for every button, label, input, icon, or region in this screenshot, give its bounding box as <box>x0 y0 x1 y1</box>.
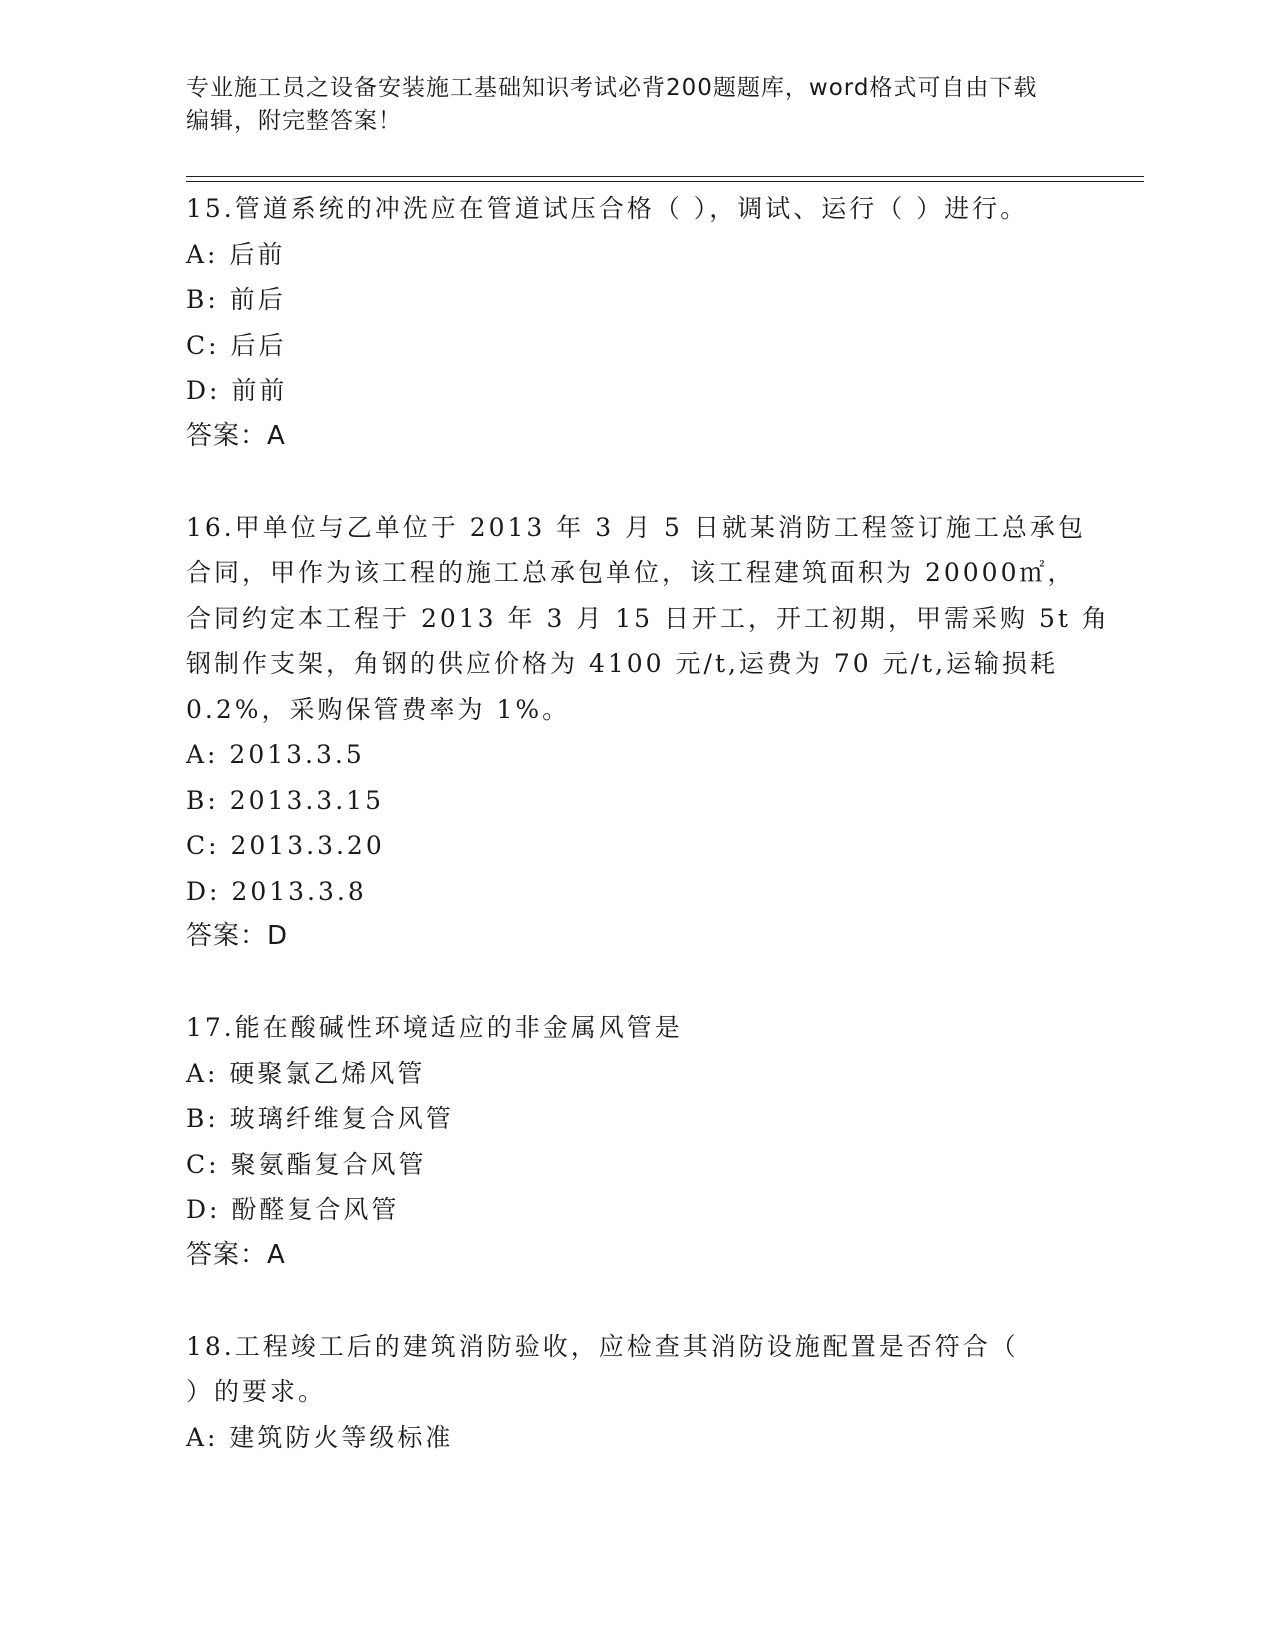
question-stem-line: 合同约定本工程于 2013 年 3 月 15 日开工，开工初期，甲需采购 5t 角 <box>186 603 1110 633</box>
header-divider-top <box>186 176 1144 177</box>
option-c: C: 聚氨酯复合风管 <box>186 1149 427 1179</box>
question-stem-line: 0.2%，采购保管费率为 1%。 <box>186 694 571 724</box>
question-stem <box>186 1324 1066 1415</box>
question-stem-line: 15.管道系统的冲洗应在管道试压合格（ ），调试、运行（ ）进行。 <box>186 194 1029 223</box>
option-a: A: 建筑防火等级标准 <box>186 1422 454 1452</box>
question-stem-line: ）的要求。 <box>186 1377 327 1406</box>
option-d: D: 前前 <box>186 376 288 405</box>
question-spacer <box>186 960 1066 1006</box>
answer-line: 答案：D <box>186 921 289 951</box>
question-spacer <box>186 459 1066 505</box>
option-a: A: 2013.3.5 <box>186 740 365 769</box>
question-stem-line: 16.甲单位与乙单位于 2013 年 3 月 5 日就某消防工程签订施工总承包 <box>186 512 1086 542</box>
option-b: B: 前后 <box>186 285 286 314</box>
option-b: B: 玻璃纤维复合风管 <box>186 1104 454 1133</box>
option-d: D: 酚醛复合风管 <box>186 1195 400 1224</box>
question-18 <box>186 1324 1066 1461</box>
header-divider-bottom <box>186 181 1144 182</box>
question-stem-line: 18.工程竣工后的建筑消防验收，应检查其消防设施配置是否符合（ <box>186 1331 1019 1361</box>
answer-line: 答案：A <box>186 420 286 451</box>
question-15 <box>186 186 1066 505</box>
header-title-line-2: 编辑，附完整答案！ <box>186 108 402 134</box>
option-a: A: 后前 <box>186 239 286 269</box>
question-stem-line: 合同，甲作为该工程的施工总承包单位，该工程建筑面积为 20000㎡， <box>186 558 1076 587</box>
option-d: D: 2013.3.8 <box>186 876 367 906</box>
question-spacer <box>186 1278 1066 1324</box>
header-title-line-1: 专业施工员之设备安装施工基础知识考试必背200题题库，word格式可自由下载 <box>186 75 1038 101</box>
question-stem <box>186 1005 1066 1051</box>
question-list <box>186 186 1110 1460</box>
option-c: C: 2013.3.20 <box>186 831 385 860</box>
question-stem <box>186 186 1066 232</box>
option-c: C: 后后 <box>186 330 287 360</box>
question-16 <box>186 505 1110 1006</box>
question-stem-line: 17.能在酸碱性环境适应的非金属风管是 <box>186 1013 683 1042</box>
question-17 <box>186 1005 1066 1324</box>
question-stem-line: 钢制作支架，角钢的供应价格为 4100 元/t,运费为 70 元/t,运输损耗 <box>186 649 1059 678</box>
answer-line: 答案：A <box>186 1239 286 1270</box>
document-header <box>186 72 1066 138</box>
option-b: B: 2013.3.15 <box>186 785 384 815</box>
option-a: A: 硬聚氯乙烯风管 <box>186 1058 426 1088</box>
question-stem <box>186 505 1110 733</box>
